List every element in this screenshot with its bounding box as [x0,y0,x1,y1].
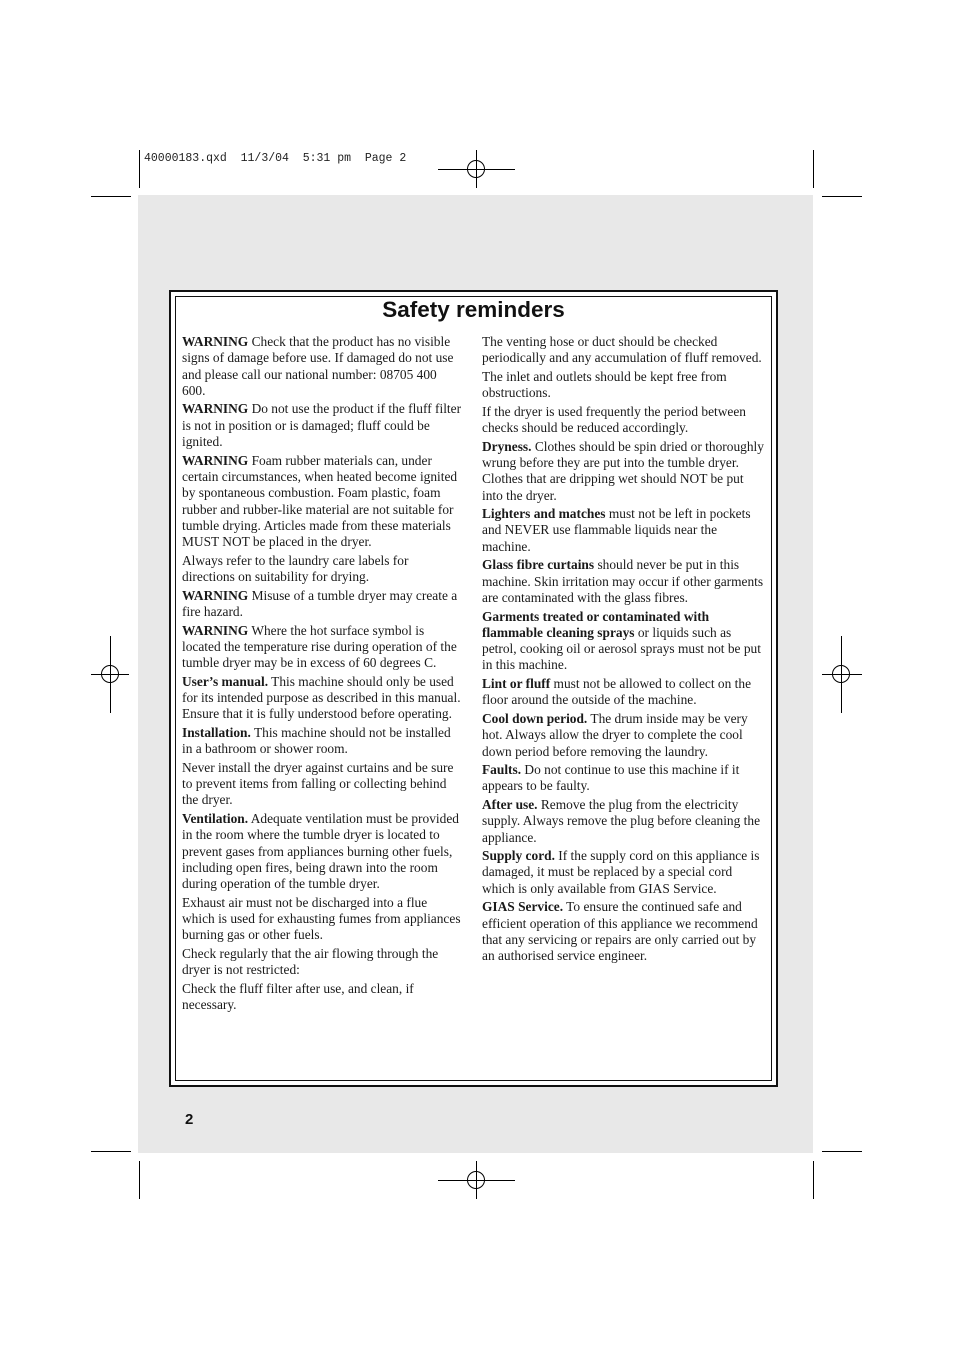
paragraph-text: The inlet and outlets should be kept free from obstructions. [482,368,727,401]
safety-paragraph [482,369,765,402]
crop-mark-top-left-horizontal [91,196,131,197]
crop-mark-bottom-left-horizontal [91,1151,131,1152]
crop-mark-top-right-horizontal [822,196,862,197]
paragraph-text: The venting hose or duct should be checked periodically and any accumulation of fluff removed. [482,334,762,366]
paragraph-lead: WARNING [182,334,249,349]
paragraph-lead: Cool down period. [482,710,588,726]
safety-paragraph [182,553,463,586]
safety-paragraph [182,623,463,672]
paragraph-text: Check the fluff filter after use, and clean, if necessary. [182,980,414,1013]
paragraph-lead: WARNING [182,587,249,603]
safety-reminders-box [169,290,778,1087]
safety-paragraph [182,981,463,1014]
paragraph-text: If the dryer is used frequently the period between checks should be reduced accordingly. [482,403,746,436]
paragraph-text: Misuse of a tumble dryer may create a fire hazard. [182,587,458,619]
paragraph-lead: WARNING [182,452,249,468]
paragraph-text: must not be left in pockets and NEVER use flammable liquids near the machine. [482,506,751,554]
safety-paragraph [482,334,765,367]
paragraph-text: If the supply cord on this appliance is damaged, it must be replaced by a special cord which is only available from GIAS Service. [482,848,760,896]
paragraph-lead: Garments treated or contaminated with flammable cleaning sprays [482,608,710,640]
safety-paragraph [482,711,765,760]
safety-paragraph [482,848,765,897]
paragraph-text: This machine should only be used for its intended purpose as described in this manual. Ensure that it is fully understood before operating. [182,673,461,722]
paragraph-lead: Dryness. [482,438,532,454]
paragraph-text: The drum inside may be very hot. Always allow the dryer to complete the cool down period before removing the laundry. [482,710,748,759]
paragraph-text: Never install the dryer against curtains and be sure to prevent items from falling or collecting behind the dryer. [182,759,454,808]
paragraph-lead: Ventilation. [182,810,249,826]
safety-paragraph [182,895,463,944]
paragraph-lead: After use. [482,796,538,812]
page-title: Safety reminders [382,297,565,322]
safety-paragraph [482,762,765,795]
safety-paragraph [482,609,765,674]
safety-paragraph [482,797,765,846]
safety-paragraph [182,760,463,809]
crop-mark-top-left-vertical [139,150,140,188]
paragraph-text: To ensure the continued safe and efficient operation of this appliance we recommend that any servicing or repairs are only carried out by an authorised service engineer. [482,899,758,964]
paragraph-lead: Lint or fluff [482,676,551,692]
safety-paragraph [182,453,463,551]
safety-paragraph [482,439,765,504]
safety-paragraph [482,676,765,709]
paragraph-text: Clothes should be spin dried or thoroughly wrung before they are put into the tumble dryer. Clothes that are dripping wet should NOT be put into the dryer. [482,438,764,503]
crop-mark-bottom-right-horizontal [822,1151,862,1152]
paragraph-lead: Installation. [182,724,251,740]
page-number: 2 [185,1111,194,1128]
paragraph-lead: GIAS Service. [482,899,564,915]
right-column [482,334,765,967]
paragraph-text: must not be allowed to collect on the floor around the outside of the machine. [482,676,752,708]
paragraph-text: Remove the plug from the electricity supply. Always remove the plug before cleaning the appliance. [482,796,761,845]
paragraph-lead: WARNING [182,401,249,417]
paragraph-text: should never be put in this machine. Skin irritation may occur if other garments are contaminated with the glass fibres. [482,557,764,605]
paragraph-text: This machine should not be installed in a bathroom or shower room. [182,724,451,757]
safety-paragraph [182,401,463,450]
paragraph-lead: Faults. [482,762,522,778]
paragraph-text: Always refer to the laundry care labels for directions on suitability for drying. [182,552,409,585]
safety-paragraph [182,811,463,892]
paragraph-text: Check that the product has no visible signs of damage before use. If damaged do not use and please call our national number: 08705 400 600. [182,334,454,398]
paragraph-text: Do not continue to use this machine if it appears to be faulty. [482,762,740,794]
paragraph-text: Foam rubber materials can, under certain circumstances, when heated become ignited by spontaneous combustion. Foam plastic, foam rubber and rubber-like material are not suitable for tumble drying. Articles made from these materials MUST NOT be placed in the dryer. [182,452,458,550]
safety-paragraph [182,725,463,758]
paragraph-lead: User’s manual. [182,673,269,689]
paragraph-text: or liquids such as petrol, cooking oil or aerosol sprays must not be put in this machine. [482,624,761,673]
paragraph-text: Adequate ventilation must be provided in the room where the tumble dryer is located to prevent gases from appliances burning other fuels, including open fires, being drawn into the room during operation of the tumble dryer. [182,810,459,892]
safety-paragraph [482,404,765,437]
paragraph-text: Exhaust air must not be discharged into a flue which is used for exhausting fumes from appliances burning gas or other fuels. [182,894,461,943]
printer-slug: 40000183.qxd 11/3/04 5:31 pm Page 2 [144,152,407,165]
crop-mark-bottom-left-vertical [139,1161,140,1199]
paragraph-lead: WARNING [182,622,249,638]
paragraph-lead: Supply cord. [482,848,555,864]
safety-paragraph [182,674,463,723]
paragraph-lead: Lighters and matches [482,506,606,522]
safety-paragraph [482,506,765,555]
safety-paragraph [482,899,765,964]
paragraph-text: Where the hot surface symbol is located the temperature rise during operation of the tumble dryer may be in excess of 60 degrees C. [182,622,457,671]
crop-mark-bottom-right-vertical [813,1161,814,1199]
crop-mark-top-right-vertical [813,150,814,188]
paragraph-lead: Glass fibre curtains [482,557,595,573]
safety-paragraph [182,334,463,399]
safety-paragraph [182,946,463,979]
safety-paragraph [182,588,463,621]
safety-paragraph [482,557,765,606]
paragraph-text: Check regularly that the air flowing through the dryer is not restricted: [182,945,439,978]
paragraph-text: Do not use the product if the fluff filter is not in position or is damaged; fluff could be ignited. [182,401,462,450]
left-column [182,334,463,1016]
